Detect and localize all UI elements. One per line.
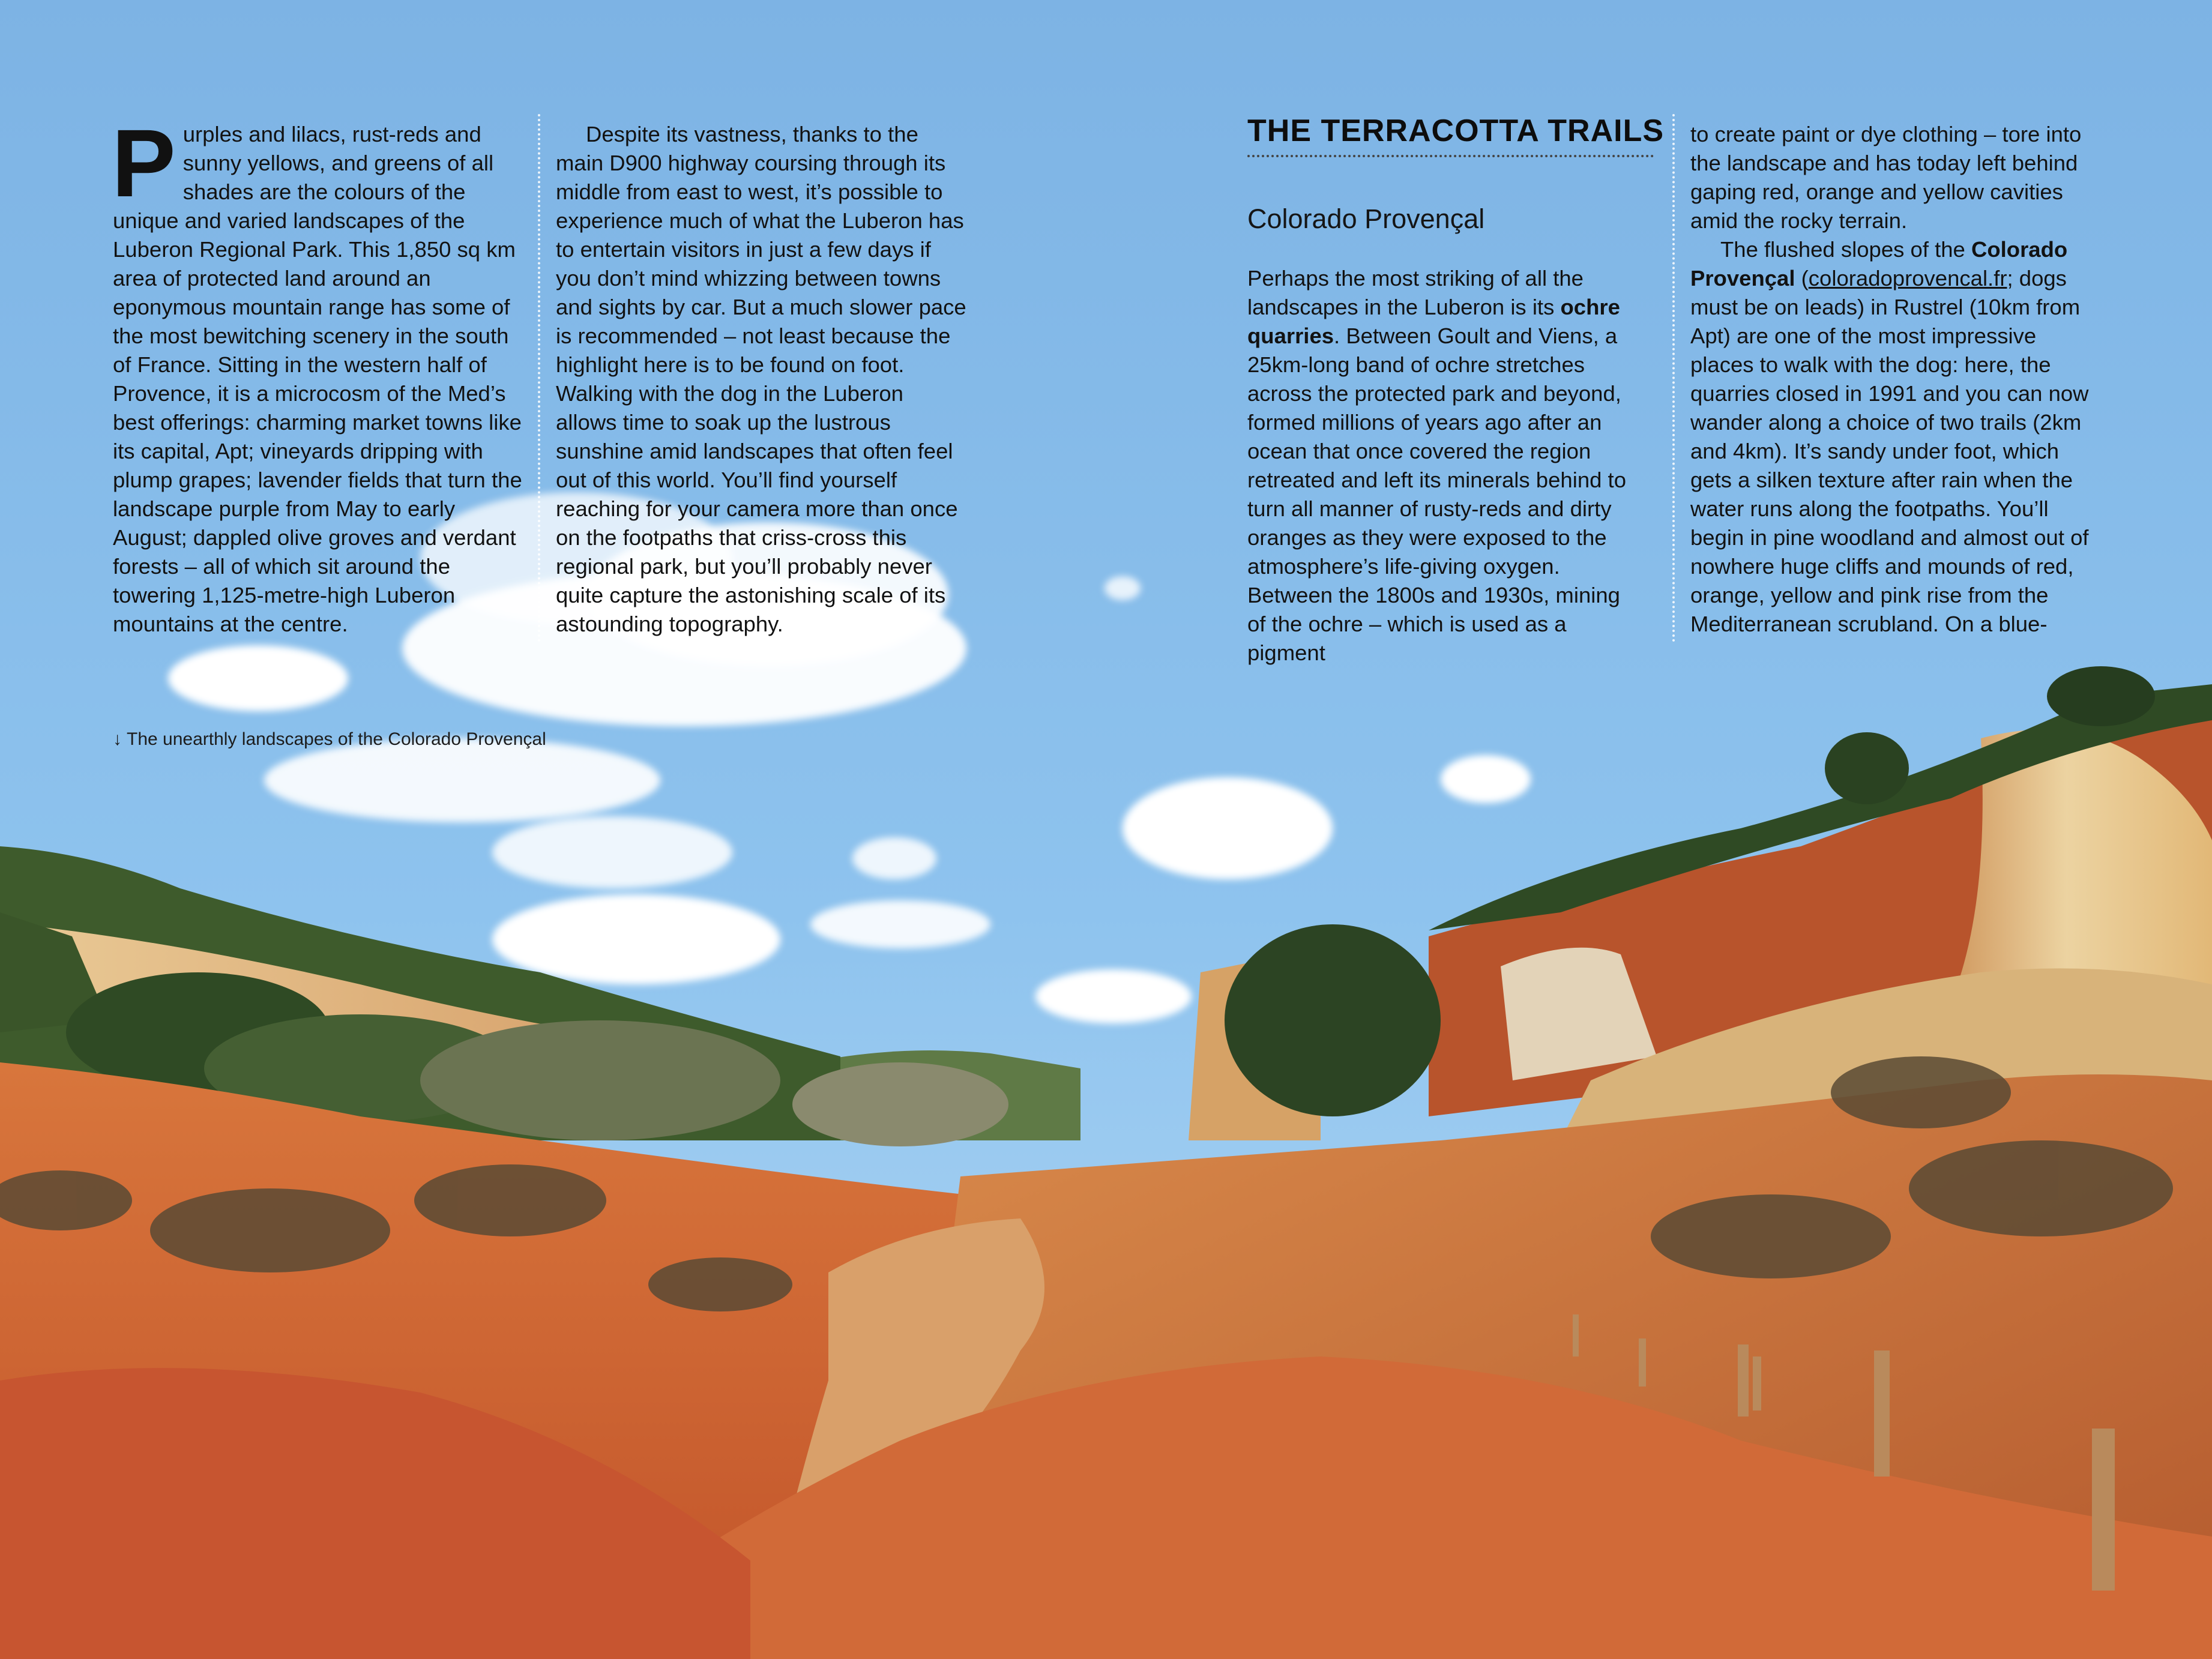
body-paragraph: Despite its vastness, thanks to the main D900 highway coursing through its middle from east to west, it’s possible to experience much of what the Luberon has to entertain visitors in just a few days if you don’t mind whizzing between towns and sights by car. But a much slower pace is recommended – not least because the highlight here is to be found on foot. Walking with the dog in the Luberon allows time to soak up the lustrous sunshine amid landscapes that often feel out of this world. You’ll find yourself reaching for your camera more than once on the footpaths that criss-cross this regional park, but you’ll probably never quite capture the astonishing scale of its astounding topography. bbox=[556, 122, 966, 636]
body-column-3 bbox=[1247, 264, 1644, 667]
column-divider bbox=[538, 114, 540, 642]
drop-cap: P bbox=[112, 109, 176, 217]
body-text: ( bbox=[1795, 266, 1809, 291]
website-link[interactable]: coloradoprovencal.fr bbox=[1808, 266, 2007, 291]
body-column-1 bbox=[112, 109, 524, 639]
bold-term: ochre quarries bbox=[1247, 295, 1620, 348]
photo-caption bbox=[113, 728, 546, 751]
heading-rule bbox=[1247, 155, 1654, 157]
body-column-2 bbox=[556, 120, 967, 639]
body-text: The flushed slopes of the bbox=[1720, 237, 1971, 262]
bold-term: Colorado Provençal bbox=[1690, 237, 2068, 291]
body-text: Perhaps the most striking of all the landscapes in the Luberon is its bbox=[1247, 266, 1584, 319]
body-text: . Between Goult and Viens, a 25km-long band of ochre stretches across the protected park and beyond, formed millions of years ago after an ocean that once covered the region retreated and left its minerals behind to turn all manner of rusty-reds and dirty oranges as they were exposed to the atmosphere’s life-giving oxygen. Between the 1800s and 1930s, mining of the ochre – which is used as a pigment bbox=[1247, 324, 1626, 665]
body-column-4 bbox=[1690, 120, 2099, 639]
sub-heading: Colorado Provençal bbox=[1247, 203, 1485, 234]
intro-paragraph: urples and lilacs, rust-reds and sunny yellows, and greens of all shades are the colours of the unique and varied landscapes of the Luberon Regional Park. This 1,850 sq km area of protected land around an eponymous mountain range has some of the most bewitching scenery in the south of France. Sitting in the western half of Provence, it is a microcosm of the Med’s best offerings: charming market towns like its capital, Apt; vineyards dripping with plump grapes; lavender fields that turn the landscape purple from May to early August; dappled olive groves and verdant forests – all of which sit around the towering 1,125-metre-high Luberon mountains at the centre. bbox=[113, 122, 522, 636]
section-heading: THE TERRACOTTA TRAILS bbox=[1247, 113, 1665, 148]
arrow-down-icon: ↓ bbox=[113, 729, 122, 749]
caption-text: The unearthly landscapes of the Colorado Provençal bbox=[127, 729, 546, 749]
column-divider bbox=[1672, 114, 1675, 642]
body-text: ; dogs must be on leads) in Rustrel (10km from Apt) are one of the most impressive places to walk with the dog: here, the quarries closed in 1991 and you can now wander along a choice of two trails (2km and 4km). It’s sandy under foot, which gets a silken texture after rain when the water runs along the footpaths. You’ll begin in pine woodland and almost out of nowhere huge cliffs and mounds of red, orange, yellow and pink rise from the Mediterranean scrubland. On a blue- bbox=[1690, 266, 2089, 636]
body-paragraph: to create paint or dye clothing – tore into the landscape and has today left behind gaping red, orange and yellow cavities amid the rocky terrain. bbox=[1690, 122, 2082, 233]
